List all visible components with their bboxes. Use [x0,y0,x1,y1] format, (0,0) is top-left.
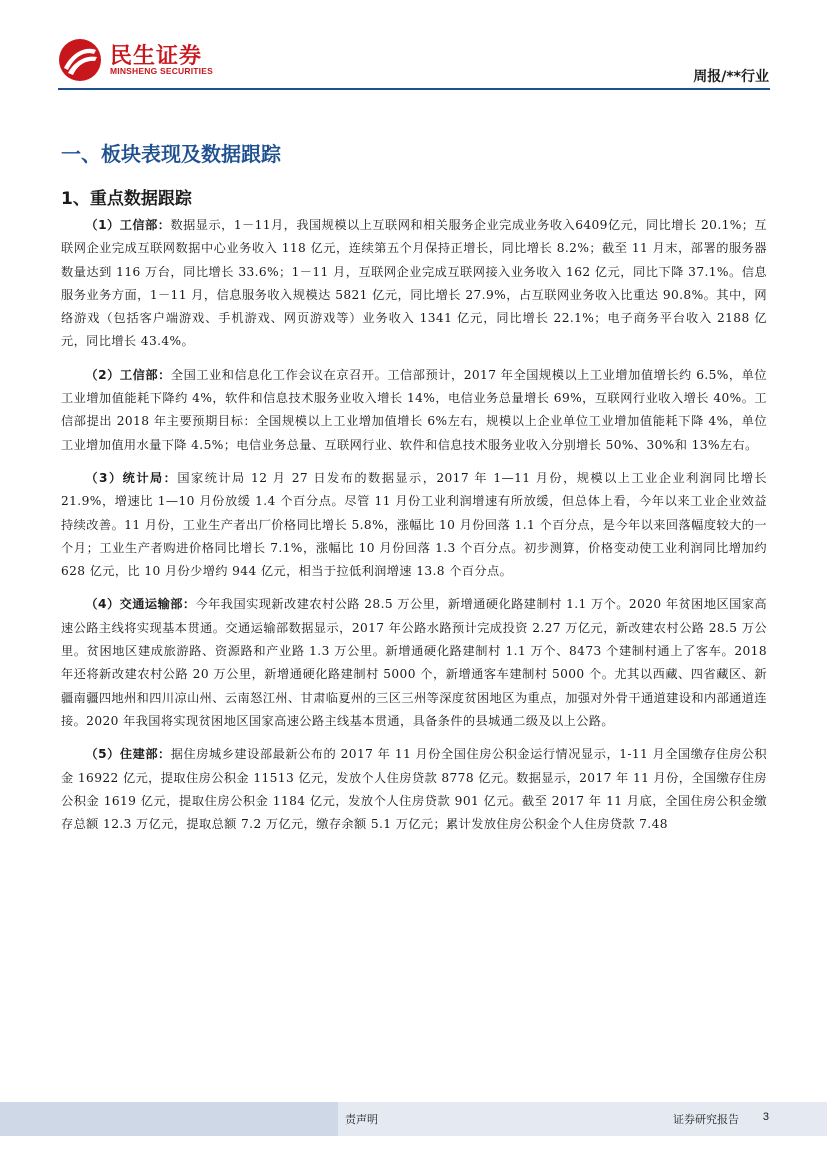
paragraph-text: 据住房城乡建设部最新公布的 2017 年 11 月份全国住房公积金运行情况显示，1-11 月全国缴存住房公积金 16922 亿元，提取住房公积金 11513 亿元，发放个人住房贷款 8778 亿元。数据显示，2017 年 11 月份，全国缴存住房公积金 1619 亿元，提取住房公积金 1184 亿元，发放个人住房贷款 901 亿元。截至 2017 年 11 月底，全国住房公积金缴存总额 12.3 万亿元，提取总额 7.2 万亿元，缴存余额 5.1 万亿元；累计发放住房公积金个人住房贷款 7.48 [61,747,768,832]
paragraph-text: 数据显示，1－11月，我国规模以上互联网和相关服务企业完成业务收入6409亿元，同比增长 20.1%；互联网企业完成互联网数据中心业务收入 118 亿元，连续第五个月保持正增长，同比增长 8.2%；截至 11 月末，部署的服务器数量达到 116 万台，同比增长 33.6%；1－11 月，互联网企业完成互联网接入业务收入 162 亿元，同比下降 37.1%。信息服务业务方面，1－11 月，信息服务收入规模达 5821 亿元，同比增长 27.9%，占互联网业务收入比重达 90.8%。其中，网络游戏（包括客户端游戏、手机游戏、网页游戏等）业务收入 1341 亿元，同比增长 22.1%；电子商务平台收入 2188 亿元，同比增长 43.4%。 [61,218,768,349]
paragraph-3 [61,467,767,583]
brand-name-cn: 民生证券 [110,44,203,69]
paragraph-4 [61,593,767,733]
brand-name-en: MINSHENG SECURITIES [110,66,213,76]
paragraph-lead: （5）住建部： [85,747,171,762]
paragraph-2 [61,364,767,457]
company-logo [58,38,218,82]
paragraph-5 [61,743,767,836]
footer-band [0,1102,338,1136]
paragraph-lead: （4）交通运输部： [85,597,196,612]
report-type-label: 证券研究报告 [673,1113,739,1126]
report-category: 周报/**行业 [693,69,769,85]
paragraph-lead: （1）工信部： [85,218,171,232]
section-title: 一、板块表现及数据跟踪 [61,142,281,166]
paragraph-text: 国家统计局 12 月 27 日发布的数据显示，2017 年 1—11 月份，规模以上工业企业利润同比增长 21.9%，增速比 1—10 月份放缓 1.4 个百分点。尽管 11 月份工业利润增速有所放缓，但总体上看，今年以来工业企业效益持续改善。11 月份，工业生产者出厂价格同比增长 5.8%，涨幅比 10 月份回落 1.1 个百分点，是今年以来回落幅度较大的一个月；工业生产者购进价格同比增长 7.1%，涨幅比 10 月份回落 1.3 个百分点。初步测算，价格变动使工业利润同比增加约 628 亿元，比 10 月份少增约 944 亿元，相当于拉低利润增速 13.8 个百分点。 [61,470,768,579]
disclaimer-link[interactable]: 责声明 [345,1113,378,1126]
paragraph-text: 全国工业和信息化工作会议在京召开。工信部预计，2017 年全国规模以上工业增加值增长约 6.5%，单位工业增加值能耗下降约 4%，软件和信息技术服务业收入增长 14%，电信业务总量增长 69%，互联网行业收入增长 40%。工信部提出 2018 年主要预期目标：全国规模以上工业增加值增长 6%左右，规模以上企业单位工业增加值能耗下降 4%，单位工业增加值用水量下降 4.5%；电信业务总量、互联网行业、软件和信息技术服务业收入分别增长 50%、30%和 13%左右。 [61,367,767,452]
paragraph-text: 今年我国实现新改建农村公路 28.5 万公里，新增通硬化路建制村 1.1 万个。2020 年贫困地区国家高速公路主线将实现基本贯通。交通运输部数据显示，2017 年公路水路预计完成投资 2.27 万亿元，新改建农村公路 28.5 万公里。贫困地区建成旅游路、资源路和产业路 1.3 万公里。新增通硬化路建制村 1.1 万个、8473 个建制村通上了客车。2018 年还将新改建农村公路 20 万公里，新增通硬化路建制村 5000 个，新增通客车建制村 5000 个。尤其以西藏、四省藏区、新疆南疆四地州和四川凉山州、云南怒江州、甘肃临夏州的三区三州等深度贫困地区为重点，加强对外骨干通道建设和内部通道连接。2020 年我国将实现贫困地区国家高速公路主线基本贯通，具备条件的县城通二级及以上公路。 [61,597,767,728]
paragraph-1 [61,214,767,354]
header-divider [58,88,770,90]
page-number: 3 [762,1111,769,1123]
section-subtitle: 1、重点数据跟踪 [61,189,192,209]
minsheng-logo-icon [58,38,102,82]
paragraph-lead: （3）统计局： [85,470,178,485]
page-footer [0,1102,827,1136]
page-header [0,0,827,95]
paragraph-lead: （2）工信部： [85,367,171,382]
article-body [61,214,767,846]
